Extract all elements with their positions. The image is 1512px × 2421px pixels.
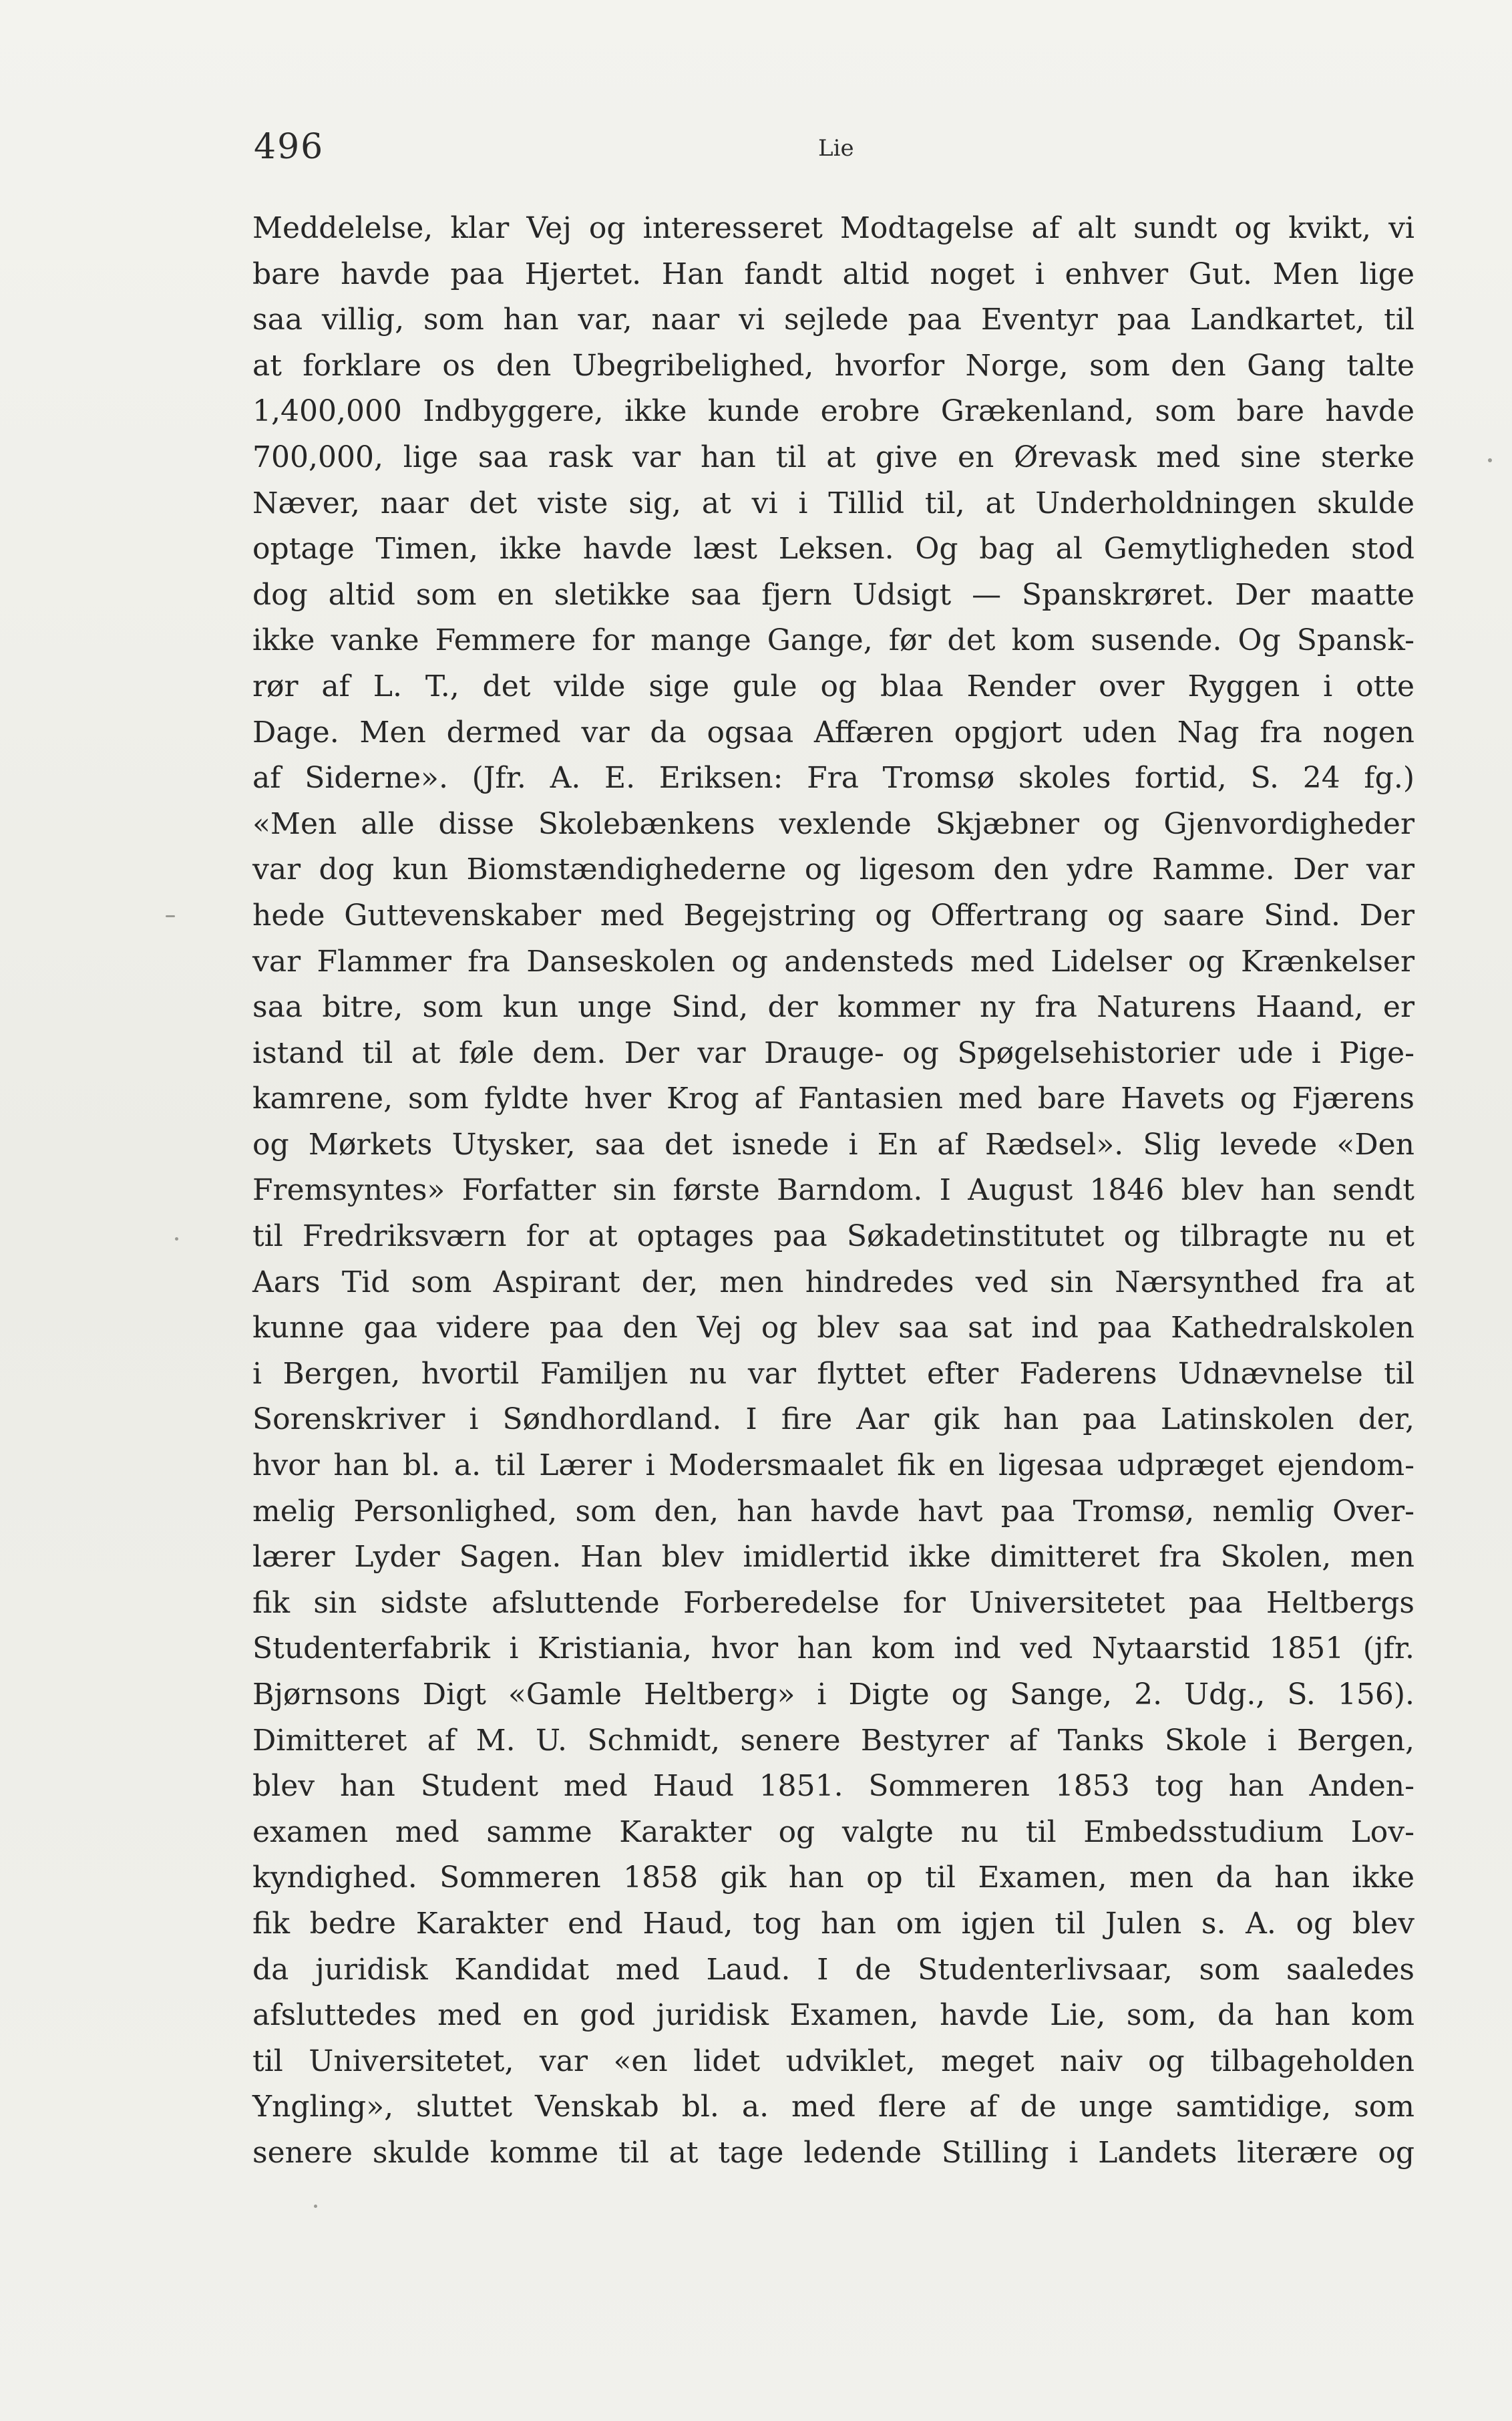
- text-line: 1,400,000 Indbyggere, ikke kunde erobre Grækenland, som bare havde: [252, 394, 1414, 429]
- text-line: afsluttedes med en god juridisk Examen, havde Lie, som, da han kom: [252, 1998, 1414, 2033]
- text-line: examen med samme Karakter og valgte nu til Embedsstudium Lov-: [252, 1814, 1414, 1849]
- text-line: af Siderne». (Jfr. A. E. Eriksen: Fra Tromsø skoles fortid, S. 24 fg.): [252, 761, 1414, 796]
- text-line: hvor han bl. a. til Lærer i Modersmaalet fik en ligesaa udpræget ejendom-: [252, 1448, 1414, 1483]
- text-line: i Bergen, hvortil Familjen nu var flyttet efter Faderens Udnævnelse til: [252, 1356, 1414, 1391]
- text-line: kamrene, som fyldte hver Krog af Fantasien med bare Havets og Fjærens: [252, 1082, 1414, 1116]
- text-line: Fremsyntes» Forfatter sin første Barndom. I August 1846 blev han sendt: [252, 1173, 1414, 1208]
- text-line: hede Guttevenskaber med Begejstring og Offertrang og saare Sind. Der: [252, 898, 1414, 933]
- text-line: Yngling», sluttet Venskab bl. a. med flere af de unge samtidige, som: [252, 2090, 1414, 2124]
- page-header: [254, 127, 1416, 174]
- text-line: til Fredriksværn for at optages paa Søkadetinstitutet og tilbragte nu et: [252, 1219, 1414, 1254]
- text-line: Meddelelse, klar Vej og interesseret Modtagelse af alt sundt og kvikt, vi: [252, 211, 1414, 245]
- text-line: Studenterfabrik i Kristiania, hvor han kom ind ved Nytaarstid 1851 (jfr.: [252, 1631, 1414, 1666]
- text-line: var Flammer fra Danseskolen og andensteds med Lidelser og Krænkelser: [252, 944, 1414, 979]
- text-line: var dog kun Biomstændighederne og ligesom den ydre Ramme. Der var: [252, 852, 1414, 887]
- paper-speck: [166, 915, 175, 917]
- text-line: 700,000, lige saa rask var han til at give en Ørevask med sine sterke: [252, 440, 1414, 474]
- text-line: til Universitetet, var «en lidet udviklet, meget naiv og tilbageholden: [252, 2044, 1414, 2078]
- text-line: Sorenskriver i Søndhordland. I fire Aar gik han paa Latinskolen der,: [252, 1402, 1414, 1437]
- text-line: fik bedre Karakter end Haud, tog han om igjen til Julen s. A. og blev: [252, 1906, 1414, 1941]
- text-line: Aars Tid som Aspirant der, men hindredes ved sin Nærsynthed fra at: [252, 1265, 1414, 1299]
- paper-speck: [314, 2205, 317, 2208]
- text-line: saa villig, som han var, naar vi sejlede paa Eventyr paa Landkartet, til: [252, 303, 1414, 337]
- text-line: optage Timen, ikke havde læst Leksen. Og bag al Gemytligheden stod: [252, 532, 1414, 567]
- text-line: da juridisk Kandidat med Laud. I de Studenterlivsaar, som saaledes: [252, 1952, 1414, 1987]
- text-line: senere skulde komme til at tage ledende Stilling i Landets literære og: [252, 2135, 1414, 2170]
- text-line: ikke vanke Femmere for mange Gange, før det kom susende. Og Spansk-: [252, 623, 1414, 658]
- text-line: Dimitteret af M. U. Schmidt, senere Bestyrer af Tanks Skole i Bergen,: [252, 1723, 1414, 1758]
- running-head: Lie: [818, 135, 854, 162]
- text-line: lærer Lyder Sagen. Han blev imidlertid ikke dimitteret fra Skolen, men: [252, 1540, 1414, 1575]
- text-line: og Mørkets Utysker, saa det isnede i En af Rædsel». Slig levede «Den: [252, 1127, 1414, 1162]
- text-line: Næver, naar det viste sig, at vi i Tillid til, at Underholdningen skulde: [252, 486, 1414, 520]
- text-line: bare havde paa Hjertet. Han fandt altid noget i enhver Gut. Men lige: [252, 257, 1414, 291]
- text-line: kyndighed. Sommeren 1858 gik han op til Examen, men da han ikke: [252, 1861, 1414, 1895]
- text-line: blev han Student med Haud 1851. Sommeren 1853 tog han Anden-: [252, 1769, 1414, 1804]
- text-line: «Men alle disse Skolebænkens vexlende Skjæbner og Gjenvordigheder: [252, 806, 1414, 841]
- paper-speck: [175, 1237, 178, 1241]
- text-line: rør af L. T., det vilde sige gule og blaa Render over Ryggen i otte: [252, 669, 1414, 703]
- text-line: dog altid som en sletikke saa fjern Udsigt — Spanskrøret. Der maatte: [252, 577, 1414, 612]
- text-line: istand til at føle dem. Der var Drauge- og Spøgelsehistorier ude i Pige-: [252, 1035, 1414, 1070]
- text-line: kunne gaa videre paa den Vej og blev saa sat ind paa Kathedralskolen: [252, 1311, 1414, 1345]
- text-line: fik sin sidste afsluttende Forberedelse for Universitetet paa Heltbergs: [252, 1585, 1414, 1620]
- text-line: Dage. Men dermed var da ogsaa Affæren opgjort uden Nag fra nogen: [252, 715, 1414, 750]
- text-line: melig Personlighed, som den, han havde havt paa Tromsø, nemlig Over-: [252, 1494, 1414, 1528]
- text-line: at forklare os den Ubegribelighed, hvorfor Norge, som den Gang talte: [252, 348, 1414, 383]
- paper-speck: [1488, 458, 1492, 462]
- body-text: [252, 206, 1414, 2176]
- text-line: saa bitre, som kun unge Sind, der kommer ny fra Naturens Haand, er: [252, 990, 1414, 1025]
- page-number: 496: [254, 127, 325, 167]
- text-line: Bjørnsons Digt «Gamle Heltberg» i Digte og Sange, 2. Udg., S. 156).: [252, 1677, 1414, 1712]
